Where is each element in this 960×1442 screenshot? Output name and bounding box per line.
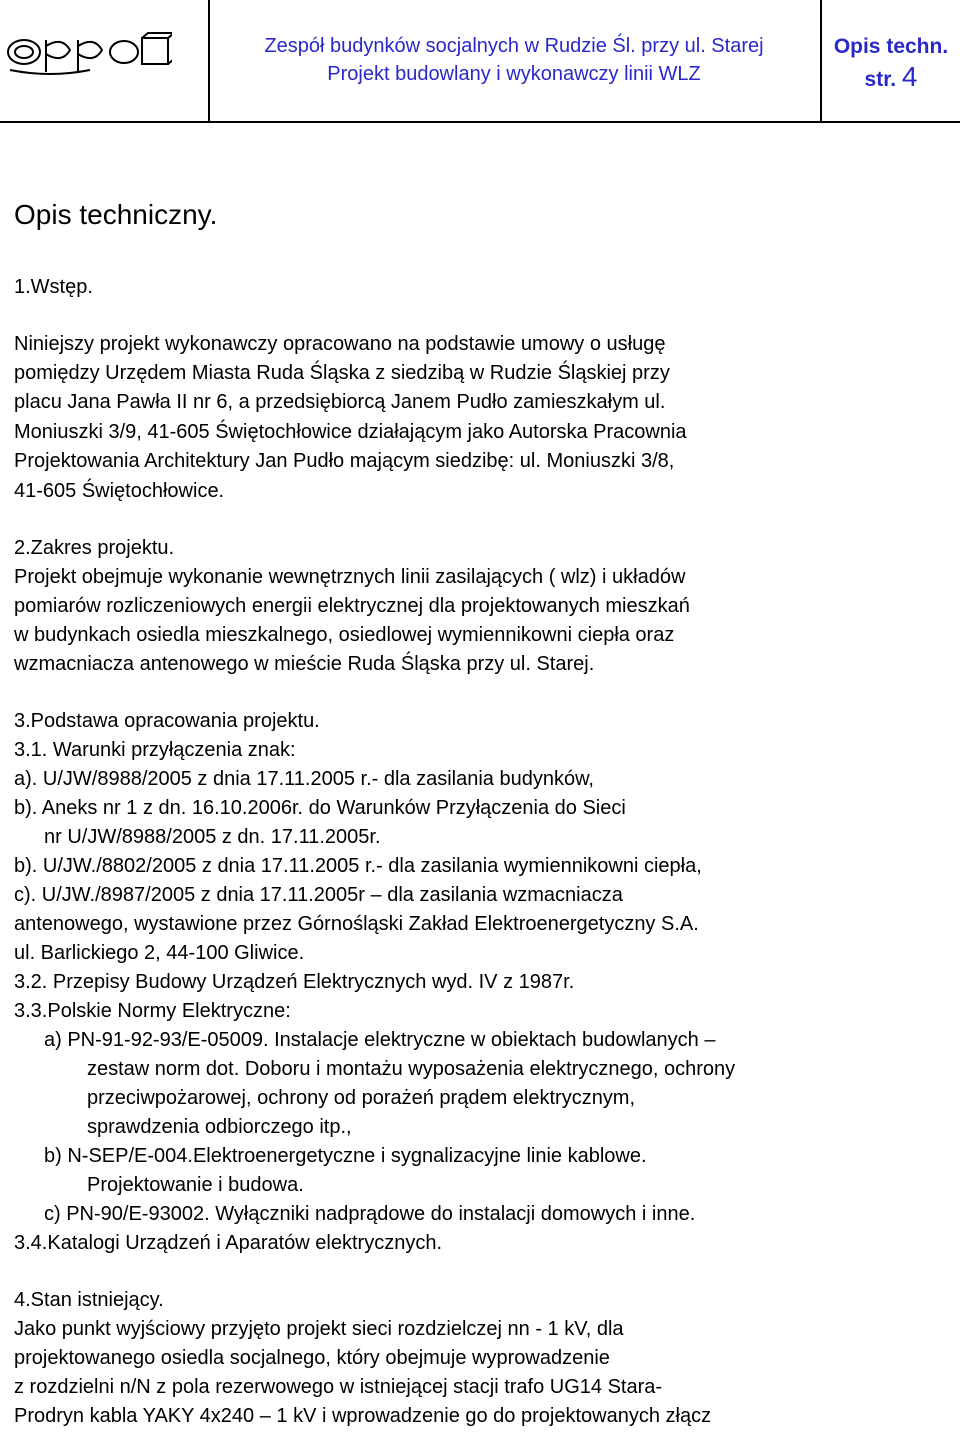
paragraph-line: Moniuszki 3/9, 41-605 Świętochłowice działającym jako Autorska Pracownia	[14, 421, 687, 443]
list-item: antenowego, wystawione przez Górnośląski Zakład Elektroenergetyczny S.A.	[14, 913, 699, 935]
section-heading: 1.Wstęp.	[14, 276, 93, 298]
subsection-heading: 3.3.Polskie Normy Elektryczne:	[14, 1000, 291, 1022]
list-item: Projektowanie i budowa.	[87, 1174, 304, 1196]
list-item: ul. Barlickiego 2, 44-100 Gliwice.	[14, 942, 305, 964]
list-item: b). Aneks nr 1 z dn. 16.10.2006r. do Warunków Przyłączenia do Sieci	[14, 797, 626, 819]
list-item: c) PN-90/E-93002. Wyłączniki nadprądowe do instalacji domowych i inne.	[44, 1203, 696, 1225]
header-title	[212, 32, 816, 88]
paragraph-line: w budynkach osiedla mieszkalnego, osiedlowej wymiennikowni ciepła oraz	[14, 624, 675, 646]
list-item: c). U/JW./8987/2005 z dnia 17.11.2005r – dla zasilania wzmacniacza	[14, 884, 623, 906]
section-heading: 3.Podstawa opracowania projektu.	[14, 710, 320, 732]
list-item: b). U/JW./8802/2005 z dnia 17.11.2005 r.- dla zasilania wymiennikowni ciepła,	[14, 855, 702, 877]
page-label: str.	[864, 68, 897, 91]
list-item: nr U/JW/8988/2005 z dn. 17.11.2005r.	[44, 826, 381, 848]
header-separator	[208, 0, 210, 121]
header-project-scope: Projekt budowlany i wykonawczy linii WLZ	[327, 63, 701, 85]
paragraph-line: pomiarów rozliczeniowych energii elektrycznej dla projektowanych mieszkań	[14, 595, 690, 617]
list-item: a) PN-91-92-93/E-05009. Instalacje elektryczne w obiektach budowlanych –	[44, 1029, 716, 1051]
paragraph-line: pomiędzy Urzędem Miasta Ruda Śląska z siedzibą w Rudzie Śląskiej przy	[14, 362, 670, 384]
paragraph-line: Projekt obejmuje wykonanie wewnętrznych linii zasilających ( wlz) i układów	[14, 566, 686, 588]
list-item: b) N-SEP/E-004.Elektroenergetyczne i sygnalizacyjne linie kablowe.	[44, 1145, 647, 1167]
section-heading: 2.Zakres projektu.	[14, 537, 175, 559]
subsection-heading: 3.1. Warunki przyłączenia znak:	[14, 739, 296, 761]
doc-type-label: Opis techn.	[833, 35, 949, 58]
header-rule	[0, 121, 960, 123]
paragraph-line: wzmacniacza antenowego w mieście Ruda Śląska przy ul. Starej.	[14, 653, 595, 675]
paragraph-line: Projektowania Architektury Jan Pudło mającym siedzibę: ul. Moniuszki 3/8,	[14, 450, 675, 472]
page-number-label	[822, 62, 960, 95]
paragraph-line: 41-605 Świętochłowice.	[14, 480, 225, 502]
header-project-name: Zespół budynków socjalnych w Rudzie Śl. przy ul. Starej	[264, 35, 764, 57]
list-item: przeciwpożarowej, ochrony od porażeń prądem elektrycznym,	[87, 1087, 636, 1109]
paragraph-line: z rozdzielni n/N z pola rezerwowego w istniejącej stacji trafo UG14 Stara-	[14, 1376, 663, 1398]
paragraph-line: Prodryn kabla YAKY 4x240 – 1 kV i wprowadzenie go do projektowanych złącz	[14, 1405, 712, 1427]
header-page-info	[822, 32, 960, 95]
list-item: sprawdzenia odbiorczego itp.,	[87, 1116, 352, 1138]
subsection-heading: 3.4.Katalogi Urządzeń i Aparatów elektrycznych.	[14, 1232, 442, 1254]
list-item: a). U/JW/8988/2005 z dnia 17.11.2005 r.- dla zasilania budynków,	[14, 768, 594, 790]
paragraph-line: Jako punkt wyjściowy przyjęto projekt sieci rozdzielczej nn - 1 kV, dla	[14, 1318, 624, 1340]
paragraph-line: placu Jana Pawła II nr 6, a przedsiębiorcą Janem Pudło zamieszkałym ul.	[14, 391, 666, 413]
company-logo	[4, 30, 172, 80]
list-item: zestaw norm dot. Doboru i montażu wyposażenia elektrycznego, ochrony	[87, 1058, 736, 1080]
subsection-heading: 3.2. Przepisy Budowy Urządzeń Elektrycznych wyd. IV z 1987r.	[14, 971, 575, 993]
page-number: 4	[901, 61, 918, 92]
document-title: Opis techniczny.	[14, 199, 218, 230]
paragraph-line: projektowanego osiedla socjalnego, który obejmuje wyprowadzenie	[14, 1347, 610, 1369]
section-heading: 4.Stan istniejący.	[14, 1289, 164, 1311]
page-header	[0, 0, 960, 122]
paragraph-line: Niniejszy projekt wykonawczy opracowano na podstawie umowy o usługę	[14, 333, 666, 355]
